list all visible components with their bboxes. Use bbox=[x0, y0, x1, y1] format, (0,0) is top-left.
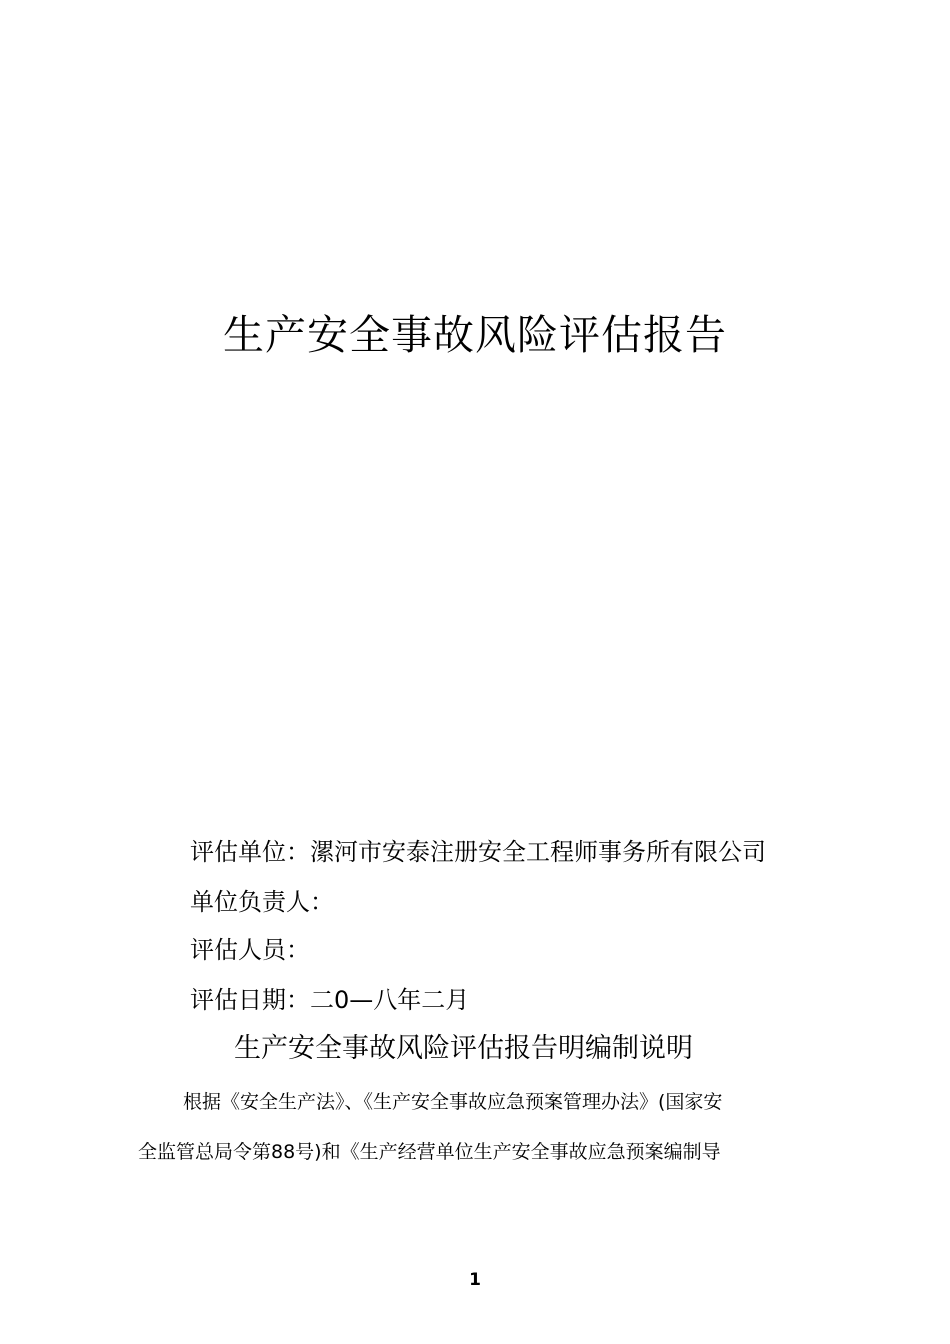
page-number: 1 bbox=[469, 1270, 481, 1290]
section-subtitle: 生产安全事故风险评估报告明编制说明 bbox=[234, 1033, 693, 1064]
report-title: 生产安全事故风险评估报告 bbox=[223, 311, 727, 359]
paragraph-line: 全监管总局令第88号)和《生产经营单位生产安全事故应急预案编制导 bbox=[138, 1141, 721, 1163]
assessment-unit: 评估单位：漯河市安泰注册安全工程师事务所有限公司 bbox=[190, 838, 766, 866]
assessment-staff: 评估人员： bbox=[190, 936, 310, 964]
paragraph-line: 根据《安全生产法》、《生产安全事故应急预案管理办法》(国家安 bbox=[183, 1091, 723, 1113]
unit-leader: 单位负责人： bbox=[190, 888, 334, 916]
assessment-date: 评估日期：二0—八年二月 bbox=[190, 986, 470, 1014]
